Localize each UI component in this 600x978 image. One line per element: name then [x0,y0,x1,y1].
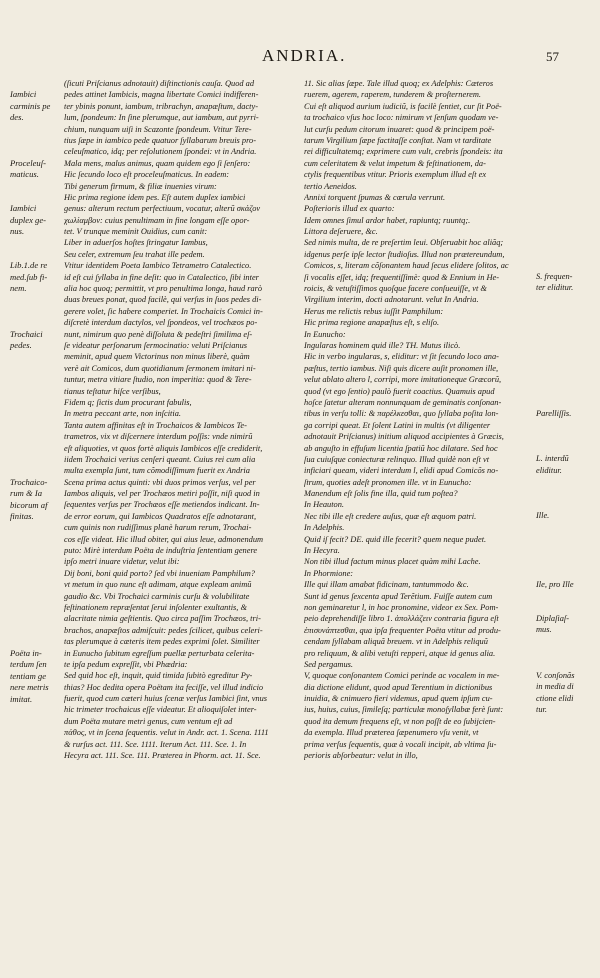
text-line: cum celeritatem & velut impetum & feſtinationem, da- [304,158,486,168]
text-line: hoſce ſatetur alteram nonnunquam de geminatis conſonan- [304,397,502,407]
margin-note: Proceleuſ- [10,157,46,168]
text-line: ſequentes verſus per Trochæos eſſe metiendos indicant. In- [64,500,260,510]
margin-note: finitas. [10,511,34,522]
margin-note: nem. [10,283,27,294]
text-line: lut curſu pedum citorum inuaret: quod & principem poë- [304,124,495,134]
text-line: pro reliquum, & alibi vetuſti repperi, atque id genus alia. [304,648,496,658]
text-line: ſtrum, quoties adeſt pronomen ille. vt in Eunucho: [304,477,472,487]
text-line: cum quinis non rudiſſimus planè harum rerum, Trochai- [64,523,252,533]
text-line: gaudio &c. Vbi Trochaici carminis curſu & volubilitate [64,591,250,601]
text-line: cos eſſe videat. Hic illud obiter, qui aius leue, admonendum [64,534,264,544]
text-line: Manendum eſt ſolis fine illa, quid tum poſtea? [304,489,458,499]
text-line: diſcretè interdum dactylos, vel ſpondeos, vel trochæos po- [64,318,258,328]
text-line: Herus me relictis rebus iuſſit Pamphilum: [304,306,444,316]
text-line: chium, nunquam uiſi in Scazonte ſpondeum. Vtitur Tere- [64,124,252,134]
text-line: πάθος, vt in ſcena ſequentis. velut in Andr. act. 1. Scena. 1111 [64,728,269,738]
left-text-column [64,78,300,761]
text-line: ab anguſto in effuſum licentia ſpatiũ hoc dilatare. Sed hoc [304,443,498,453]
margin-note: med.ſub fi- [10,271,48,282]
margin-note: des. [10,112,24,123]
text-line: velut ablato altero l, corripi, more imitationeque Græcorũ, [304,375,502,385]
margin-note: V. conſonãs [536,670,575,680]
text-line: Quid iſ fecit? DE. quid ille fecerit? quem neque pudet. [304,534,487,544]
text-line: ctylis frequentibus vtitur. Prioris exemplum illud eſt ex [304,170,487,180]
text-line: brachos, anapæſtos admiſcuit: pedes ſcilicet, quibus celeri- [64,625,263,635]
margin-note: Iambici [10,203,37,214]
text-line: feſtinationem repræſentat ſerui inſolenter exultantis, & [64,602,247,612]
text-line: tius ſæpe in iambico pede quatuor ſyllabarum breuis pro- [64,135,256,145]
text-line: ga corripi queat. Et ſolent Latini in multis (vt diligenter [304,420,491,430]
text-line: In Eunucho: [304,329,346,339]
text-line: quod (vt ego ſentio) paulò fuerit coactius. Quamuis apud [304,386,495,396]
text-line: tuntur, metra vitiare ſtudio, non imperitia: quod & Tere- [64,375,252,385]
margin-note: S. frequen- [536,271,573,281]
text-line: inficiari queam, videri interdum l, elidi apud Comicõs no- [304,466,499,476]
text-line: rei difficultatemq; exprimere cum vult, crebris ſpondeis: ita [304,147,503,157]
margin-note: Poëta in- [10,648,42,658]
text-line: iidem Trochaici verius cenſeri queant. Cuius rei cum alia [64,454,256,464]
text-line: perioris abſorbeatur: velut in illo, [304,751,418,761]
text-line: Tanta autem affinitas eſt in Trochaicos & Iambicos Te- [64,420,247,430]
text-line: de error eorum, qui Iambicos Quadratos eſſe adnotarant, [64,511,257,521]
text-line: ruerem, agerem, raperem, tunderem & proſternerem. [304,90,481,100]
margin-note: Trochaico- [10,477,48,487]
running-title: ANDRIA. [262,46,347,65]
text-line: roicis, & vetuſtiſſimos quoſque facere conſueuiſſe, vt & [304,284,487,294]
text-line: gerere volet, ſic habere comperiet. In Trochaicis Comici in- [64,306,263,316]
text-line: Cui eſt aliquod aurium iudiciũ, is facilè ſentiet, cur ſit Poë- [304,101,502,111]
text-line: tas plerumque à cæteris item pedes exprimi ſolet. Similiter [64,637,260,647]
page-header [0,46,600,70]
text-line: Littora deſeruere, &c. [304,227,378,237]
text-line: Hic in verbo ingularas, s, eliditur: vt ſit ſecundo loco ana- [304,352,499,362]
text-line: inuidia, & cnimuero fieri videmus, apud quem ipſum cu- [304,694,493,704]
text-line: alia hoc quoq; permittit, vt pro penultima longa, haud rarò [64,284,263,294]
text-line: Hic prima regione anapæſtus eſt, s eliſo. [304,318,440,328]
text-line: dum Poëta mutare metri genus, cum ventum eſt ad [64,716,233,726]
text-line: In Adelphis. [304,523,345,533]
margin-note: ter eliditur. [536,283,574,293]
text-line: χωλίαμβον: cuius penultimam in fine longam eſſe opor- [64,215,250,225]
margin-note: pedes. [10,340,32,351]
text-line: tet. V trunque meminit Ouidius, cum canit: [64,227,208,237]
text-line: Hecyra act. 111. Sce. 111. Præterea in Phorm. act. 11. Sce. [64,751,261,761]
text-line: Comicos, s, literam cõſonantem haud ſecus elidere ſolitos, ac [304,261,509,271]
text-line: ſe videatur perſonarum ſermocinatio: veluti Priſcianus [64,340,248,350]
text-line: meminit, apud quem Victorinus non minus liberè, quàm [64,352,250,362]
text-line: eſt aliquoties, vt quos fortè aliquis Iambicos eſſe crediderit, [64,443,263,453]
text-line: da exempla. Illud præterea ſæpenumero vſu venit, vt [304,728,479,738]
text-line: (ſicuti Priſcianus adnotauit) diſtinctionis cauſa. Quod ad [64,79,255,88]
margin-note: ctione elidi [536,693,574,703]
text-line: adnotauit Priſcianus) initium aliquod accipientes à Græcis, [304,432,504,442]
text-line: Non tibi illud factum minus placet quàm mihi Lache. [304,557,481,567]
text-line: Hic ſecundo loco eſt proceleuſmaticus. In eadem: [64,170,230,180]
text-line: ta trochaico vſus hoc loco: nimirum vt ſenſum quodam ve- [304,113,499,123]
text-line: te ipſa pedum expreſſit, vbi Phædria: [64,659,188,669]
text-line: Ille qui illam amabat fidicinam, tantummodo &c. [304,580,469,590]
text-line: id eſt cui ſyllaba in fine deſit: quo in Catalectico, ſibi inter [64,272,259,282]
text-line: Sed pergamus. [304,659,354,669]
text-line: idgenus perſe ipſe lector ſtudioſus. Illud non prætereundum, [304,249,505,259]
text-line: pedes attinet Iambicis, magna libertate Comici indifferen- [64,90,259,100]
text-line: Sed quid hoc eſt, inquit, quid timida ſubitò egreditur Py- [64,671,253,681]
margin-note: Ile, pro Ille [536,579,574,589]
margin-note: in media di [536,682,574,692]
text-line: 11. Sic alias ſæpe. Tale illud quoq; ex Adelphis: Cæteros [304,79,494,88]
margin-note: eliditur. [536,465,562,475]
margin-note: Diplaſiaſ- [536,613,570,623]
text-line: tianus teſtatur hiſce verſibus, [64,386,161,396]
text-line: dia dictione elidunt, quod apud Terentium in dictionibus [304,682,493,692]
margin-note: Lib.1.de re [10,260,48,271]
text-line: Liber in aduerſos hoſtes ſtringatur Iambus, [64,238,208,248]
text-line: ἐπισυνάπτεσθαι, qua ipſa frequenter Poëta vtitur ad produ- [304,625,501,635]
text-line: In metra peccant arte, non inſcitia. [64,409,181,419]
text-line: ipſo metri inuare videtur, velut ibi: [64,557,180,567]
text-line: tibus in verſu tolli: & παρέλκεσθαι, quo ſyllaba poſita lon- [304,409,499,419]
margin-note: tentiam ge [10,670,47,681]
text-line: prima verſus ſequentis, quæ à vocali incipit, ab vltima ſu- [304,739,497,749]
text-line: non geminaretur l, in hoc pronomine, videor ex Sex. Pom- [304,602,499,612]
margin-note: Ille. [536,511,550,521]
text-line: Scena prima actus quinti: vbi duos primos verſus, vel per [64,477,256,487]
text-line: Mala mens, malus animus, quam quidem ego ſi ſenſero: [64,158,251,168]
text-line: Seu celer, extremum ſeu trahat ille pedem. [64,249,205,259]
text-line: ſua cuiuſque coniecturæ relinquo. Illud quidè non eſt vt [304,454,490,464]
text-line: thias? Hoc dedita opera Poëtam ita feciſſe, vel illud indicio [64,682,264,692]
margin-note: Trochaici [10,328,43,339]
text-line: tarum Virgilium ſæpe factitaſſe conſtat. Nam vt tarditate [304,135,492,145]
text-line: Hic prima regione idem pes. Eſt autem duplex iambici [64,192,246,202]
text-line: Annixi torquent ſpumas & cœrula verrunt. [304,192,446,202]
text-line: Nec tibi ille eſt credere auſus, quæ eſt æquom patri. [304,511,477,521]
text-line: Poſterioris illud ex quarto: [304,204,395,214]
text-line: cendam ſyllabam aliquã breuem. vt in Adelphis reliquũ [304,637,488,647]
text-line: Ingularas hominem quid ille? TH. Mutus ilicò. [304,340,461,350]
margin-note: duplex ge- [10,214,47,225]
text-line: duas breues ponat, quod facilè, qui verſus in ſuos pedes di- [64,295,262,305]
text-line: Idem omnes ſimul ardor habet, rapiuntq; ruuntq;. [304,215,471,225]
margin-note: nus. [10,226,25,237]
text-line: in Eunucho ſubitum egreſſum puellæ perturbata celerita- [64,648,255,658]
page-number: 57 [546,49,559,64]
right-text-column [304,78,532,761]
text-line: Sunt id genus ſexcenta apud Terẽtium. Fuiſſe autem cum [304,591,493,601]
text-line: multa exempla ſunt, tum cõmodiſſimum fuerit ex Andria [64,466,250,476]
text-line: ter ybinis ponunt, iambum, tribrachyn, anapæſtum, dacty- [64,101,259,111]
margin-note: carminis pe [10,100,51,111]
margin-note: tur. [536,705,547,714]
text-line: nunt, nimirum quo penè diſſoluta & pedeſtri ſimilima eſ- [64,329,253,339]
text-line: tertio Aeneidos. [304,181,357,191]
text-line: ſi vocalis eſſet, idq; frequentiſſimè: quod & Ennium in He- [304,272,500,282]
text-line: hic trimeter trochaicus eſſe videatur. Et alioquiſolet inter- [64,705,257,715]
text-line: alacritate nimia geſtientis. Quo circa paſſim Trochæos, tri- [64,614,261,624]
text-line: lum, ſpondeum: In ſine plerumque, aut iambum, aut pyrri- [64,113,259,123]
text-line: In Phormione: [304,568,354,578]
text-line: genus: alterum rectum perfectiuum, vocatur, alterũ σκάζον [64,204,261,214]
text-line: peio deprehendiſſe libro 1. ἀπολλάζειν contraria figura eſt [304,614,499,624]
text-line: verè ait Comicos, dum quotidianum ſermonem imitari ni- [64,363,256,373]
text-line: Tibi generum firmum, & filiæ inuenies virum: [64,181,217,191]
text-line: celeuſmatico, idq; per reſolutionem ſpondei: vt in Andria. [64,147,257,157]
text-line: Iambos aliquis, vel per Trochæos metiri poſſit, niſi quod in [64,489,260,499]
text-line: Sed nimis multa, de re preſertim leui. Obſeruabit hoc aliãq; [304,238,504,248]
margin-note: bicorum af [10,499,48,510]
text-line: pæſtus, tertio iambus. Niſi quis dicere auſit pronomen ille, [304,363,499,373]
margin-note: imitat. [10,693,33,704]
text-line: & rurſus act. 111. Sce. 1111. Iterum Act. 111. Sce. 1. In [64,739,247,749]
text-line: trametros, vix vt diſcernere interdum poſſis: vnde nimirũ [64,432,253,442]
text-line: ius, huius, cuius, ſimileſq; particulæ monoſyllabæ ferè ſunt: [304,705,504,715]
margin-note: nere metris [10,682,49,693]
margin-note: mus. [536,625,552,635]
margin-note: Parelliſſis. [536,408,572,418]
margin-note: Iambici [10,89,37,100]
margin-note: rum & Ia [10,488,42,499]
margin-note: terdum ſen [10,659,47,670]
text-line: Dij boni, boni quid porto? ſed vbi inueniam Pamphilum? [64,568,255,578]
text-line: In Hecyra. [304,546,340,556]
text-line: Fidem q; ſictis dum procurant fabulis, [64,397,192,407]
text-line: quod ita demum frequens eſt, vt non poſſt de eo ſubijcien- [304,716,496,726]
margin-note: L. interdũ [536,454,569,464]
text-line: fuerit, quod cum cæteri huius ſcenæ verſus Iambici ſint, vnus [64,694,268,704]
text-line: puto: Mirè interdum Poëta de induſtria ſententiam genere [64,546,258,556]
text-line: Virgilium interim, docti adnotarunt. velut In Andria. [304,295,479,305]
margin-note: maticus. [10,169,39,180]
text-line: V, quoque conſonantem Comici perinde ac vocalem in me- [304,671,500,681]
text-line: Vtitur identidem Poeta Iambico Tetrametro Catalectico. [64,261,252,271]
text-line: vt metum in quo nunc eſt adimam, atque expleam animũ [64,580,252,590]
text-line: In Heauton. [304,500,345,510]
